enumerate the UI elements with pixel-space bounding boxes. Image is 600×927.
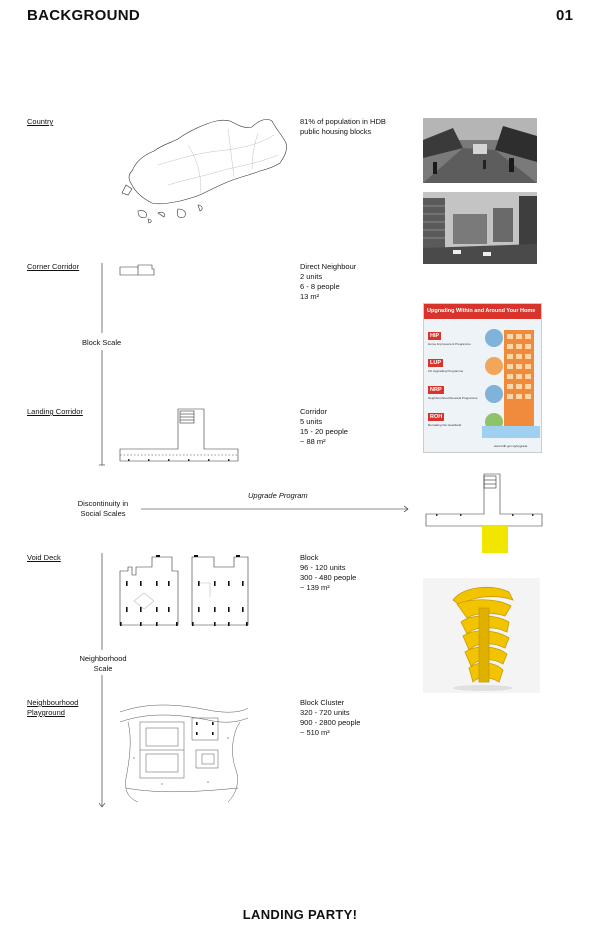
street-photo [423,118,537,183]
block-scale-label: Block Scale [82,338,122,347]
country-description: 81% of population in HDB public housing blocks [300,117,386,136]
poster-item-lup: LUP Lift Upgrading Programme [428,360,464,373]
corner-corridor-plan [118,263,158,279]
row-label-country: Country [27,117,54,126]
poster-illustration [482,320,540,438]
poster-url: www.hdb.gov.sg/upgrade [494,444,528,448]
upgrade-plan [424,472,544,554]
singapore-map [118,115,300,227]
neighborhood-scale-label: Neighborhood Scale [79,654,127,673]
upgrade-program-label: Upgrade Program [248,491,308,500]
void-deck-plan [118,553,250,629]
upgrade-poster [423,303,542,453]
discontinuity-label: Discontinuity in Social Scales [77,499,129,518]
row-label-void-deck: Void Deck [27,553,61,562]
footer-title: LANDING PARTY! [242,907,358,922]
hdb-photo [423,192,537,264]
landing-corridor-description: Corridor 5 units 15 - 20 people ~ 88 m² [300,407,348,446]
poster-item-roh: ROH Remaking Our Heartland [428,414,462,427]
poster-title: Upgrading Within and Around Your Home [424,304,541,319]
void-deck-description: Block 96 - 120 units 300 - 480 people ~ 139 m² [300,553,357,592]
corner-corridor-description: Direct Neighbour 2 units 6 - 8 people 13 m² [300,262,357,301]
row-label-corner-corridor: Corner Corridor [27,262,80,271]
page-number: 01 [556,7,574,24]
playground-description: Block Cluster 320 - 720 units 900 - 2800 people ~ 510 m² [300,698,361,737]
new-lift-block [482,526,508,553]
playground-site-plan [118,698,250,804]
spiral-stair-render [423,578,540,693]
row-label-landing-corridor: Landing Corridor [27,407,83,416]
landing-corridor-plan [118,407,240,465]
page-title: BACKGROUND [27,7,140,24]
poster-item-nrp: NRP Neighbourhood Renewal Programme [428,387,478,400]
row-label-neighbourhood-playground: Neighbourhood Playground [27,698,79,717]
poster-item-hip: HIP Home Improvement Programme [428,333,471,346]
